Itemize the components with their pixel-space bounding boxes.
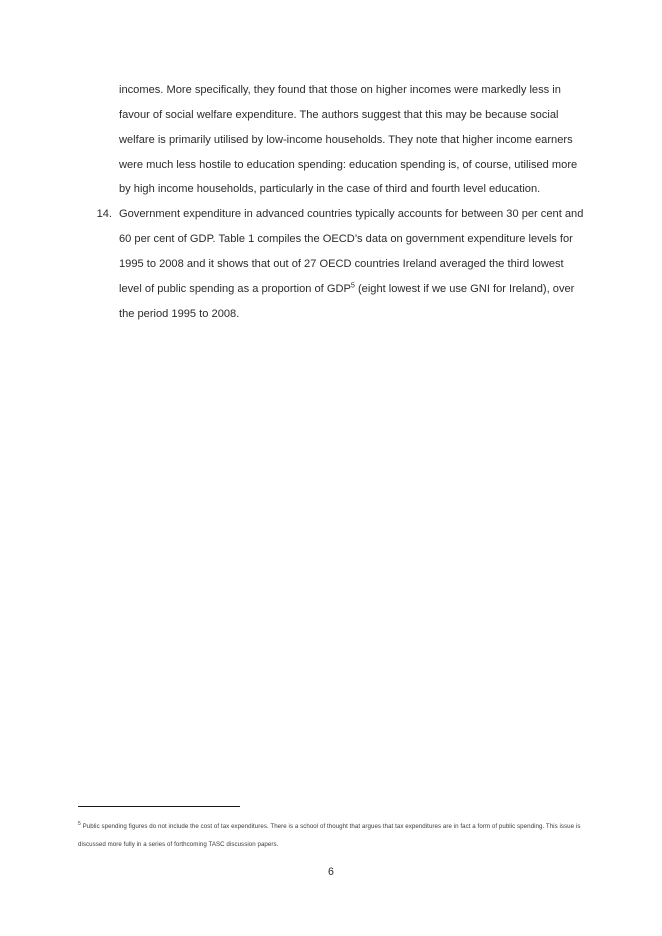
list-item-body <box>119 208 583 319</box>
footnote-reference-5[interactable]: 5 <box>350 280 355 290</box>
numbered-list-item-14 <box>78 202 584 326</box>
footnote-separator-rule <box>78 806 240 807</box>
page-number: 6 <box>328 866 334 878</box>
paragraph-continuation: incomes. More specifically, they found that those on higher incomes were markedly less in favour of social welfare expenditure. The authors suggest that this may be because social welfare is primarily utilised by low-income households. They note that higher income earners were much less hostile to education spending: education spending is, of course, utilised more by high income households, particularly in the case of third and fourth level education. <box>119 84 578 196</box>
footnote-mark-5: 5 <box>78 820 81 827</box>
list-item-number: 14. <box>96 208 112 221</box>
list-item-text-before-ref: Government expenditure in advanced countries typically accounts for between 30 per cent and 60 per cent of GDP. Table 1 compiles the OECD’s data on government expenditure levels for 1995 to 2008 and it shows that out of 27 OECD countries Ireland averaged the third lowest level of public spending as a proportion of GDP <box>119 208 584 295</box>
footnote-text: Public spending figures do not include the cost of tax expenditures. There is a school of thought that argues that tax expenditures are in fact a form of public spending. This issue is discussed more fully in a series of forthcoming TASC discussion papers. <box>78 823 581 848</box>
list-item-text-after-ref: (eight lowest if we use GNI for Ireland), over the period 1995 to 2008. <box>119 282 575 320</box>
footnote-area <box>78 806 584 853</box>
footnote-entry-5 <box>78 818 584 853</box>
page-content <box>78 78 584 326</box>
